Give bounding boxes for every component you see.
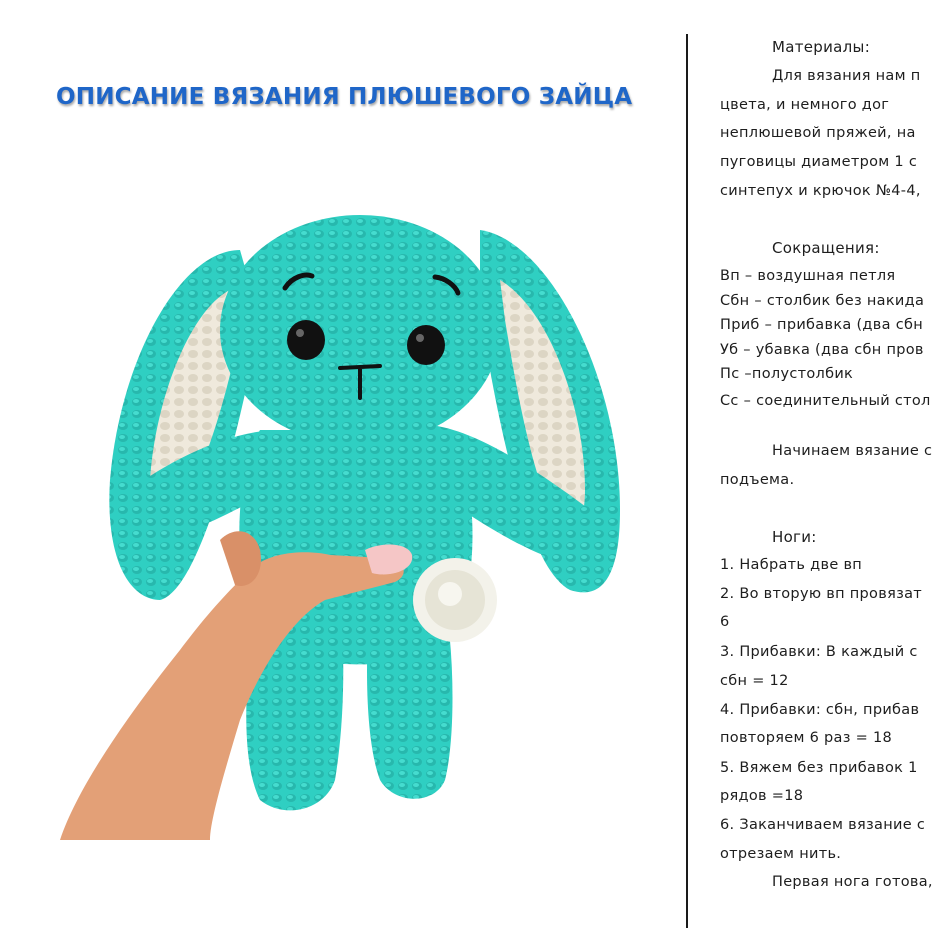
closing-line: Первая нога готова,: [772, 874, 933, 890]
tail: [413, 558, 497, 642]
holding-hand: [60, 531, 412, 840]
abbreviation-item: Сбн – столбик без накида: [720, 293, 925, 309]
left-eye: [287, 320, 325, 360]
abbreviation-item: Пс –полустолбик: [720, 366, 854, 382]
materials-heading: Материалы:: [772, 38, 871, 56]
right-eye: [407, 325, 445, 365]
materials-line: синтепух и крючок №4-4,: [720, 183, 921, 199]
materials-line: Для вязания нам п: [772, 68, 921, 84]
materials-line: пуговицы диаметром 1 с: [720, 154, 918, 170]
column-divider: [686, 34, 688, 928]
pattern-text: [720, 0, 944, 944]
step-line: рядов =18: [720, 788, 804, 804]
step-line: отрезаем нить.: [720, 846, 842, 862]
step-line: 1. Набрать две вп: [720, 557, 863, 573]
bunny-photo: [60, 180, 650, 840]
step-line: сбн = 12: [720, 673, 789, 689]
abbreviation-item: Приб – прибавка (два сбн: [720, 317, 923, 333]
step-line: 3. Прибавки: В каждый с: [720, 644, 918, 660]
step-line: 6: [720, 614, 730, 630]
abbreviation-item: Уб – убавка (два сбн пров: [720, 342, 924, 358]
step-line: 5. Вяжем без прибавок 1: [720, 760, 918, 776]
materials-line: неплюшевой пряжей, на: [720, 125, 916, 141]
bunny-head: [220, 215, 500, 445]
abbreviation-item: Сс – соединительный стол: [720, 393, 931, 409]
step-line: 2. Во вторую вп провязат: [720, 586, 923, 602]
start-line: подъема.: [720, 472, 795, 488]
page-title: ОПИСАНИЕ ВЯЗАНИЯ ПЛЮШЕВОГО ЗАЙЦА: [56, 84, 633, 110]
step-line: повторяем 6 раз = 18: [720, 730, 893, 746]
legs-heading: Ноги:: [772, 528, 817, 546]
start-line: Начинаем вязание с: [772, 443, 933, 459]
step-line: 4. Прибавки: сбн, прибав: [720, 702, 920, 718]
materials-line: цвета, и немного дог: [720, 97, 890, 113]
step-line: 6. Заканчиваем вязание с: [720, 817, 926, 833]
abbreviation-item: Вп – воздушная петля: [720, 268, 896, 284]
abbreviations-heading: Сокращения:: [772, 239, 880, 257]
